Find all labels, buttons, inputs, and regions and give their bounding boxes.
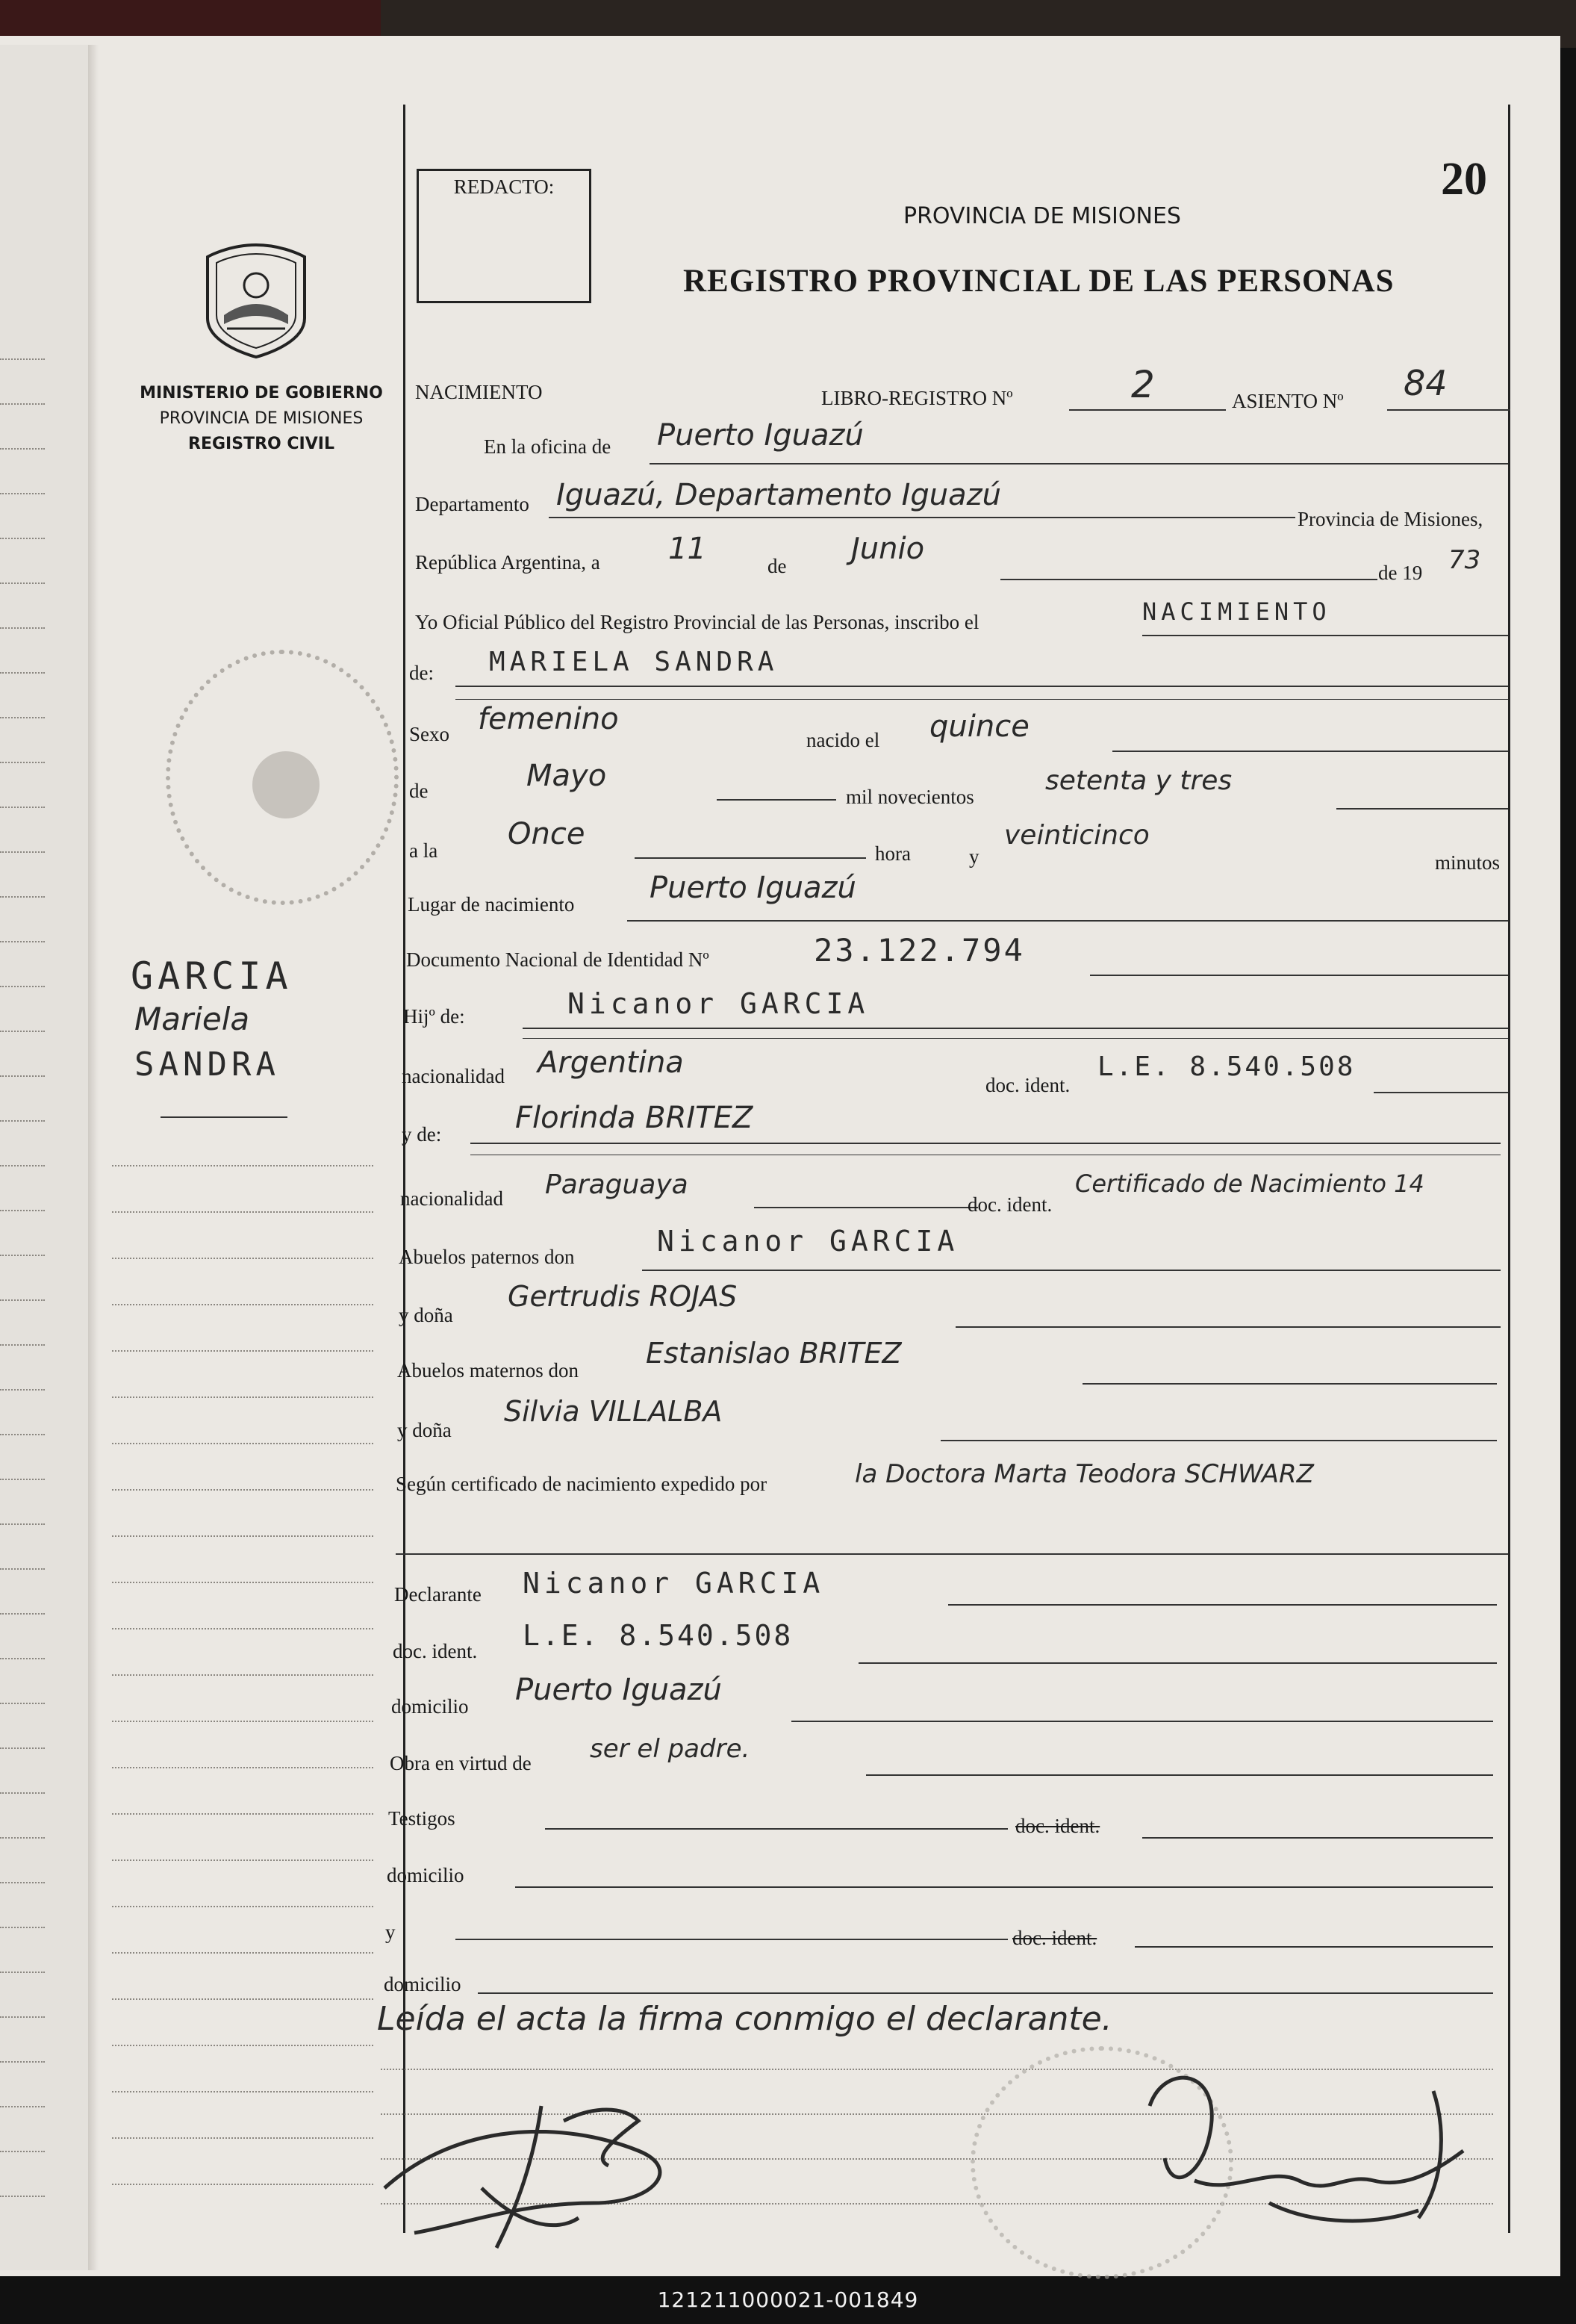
ministry-line2: PROVINCIA DE MISIONES: [159, 409, 364, 428]
mes-nac-line: [717, 799, 836, 801]
facing-page-dotted-line: [0, 582, 45, 584]
facing-page-dotted-line: [0, 1882, 45, 1883]
facing-page-dotted-line: [0, 1747, 45, 1749]
margin-underline: [161, 1116, 287, 1118]
facing-page-dotted-line: [0, 1299, 45, 1301]
y2-line: [455, 1939, 1008, 1940]
facing-page-dotted-line: [0, 1075, 45, 1077]
facing-page-dotted-line: [0, 672, 45, 674]
facing-page-dotted-line: [0, 1613, 45, 1615]
segun-label: Según certificado de nacimiento expedido por: [396, 1473, 767, 1495]
libro-value: 2: [1131, 363, 1155, 406]
sexo-label: Sexo: [409, 723, 449, 745]
facing-page-dotted-line: [0, 2016, 45, 2018]
docident2-value: Certificado de Nacimiento 14: [1075, 1169, 1424, 1198]
oficina-label: En la oficina de: [484, 435, 611, 458]
nacido-line: [1112, 751, 1508, 752]
margin-dotted-line: [112, 1211, 373, 1213]
margin-dotted-line: [112, 1258, 373, 1259]
facing-page-dotted-line: [0, 1031, 45, 1032]
lugar-line: [627, 920, 1508, 922]
document-id-bar: 121211000021-001849: [0, 2279, 1576, 2324]
facing-page-dotted-line: [0, 1658, 45, 1659]
padre-line-2: [523, 1038, 1508, 1039]
margin-dotted-line: [112, 1952, 373, 1954]
dni-label: Documento Nacional de Identidad Nº: [406, 948, 709, 971]
segun-value: la Doctora Marta Teodora SCHWARZ: [855, 1459, 1314, 1489]
libro-line: [1069, 409, 1226, 411]
facing-page-dotted-line: [0, 1927, 45, 1928]
domicilio1-value: Puerto Iguazú: [515, 1673, 722, 1707]
ab-pat-dona-line: [956, 1326, 1501, 1328]
anio-prefix: de 19: [1378, 562, 1423, 584]
asiento-line: [1387, 409, 1510, 411]
ydona2-label: y doña: [397, 1419, 452, 1441]
yde-label: y de:: [402, 1123, 442, 1146]
facing-page-dotted-line: [0, 1255, 45, 1256]
facing-page-dotted-line: [0, 896, 45, 898]
facing-page-dotted-line: [0, 403, 45, 405]
domicilio2-line: [515, 1886, 1493, 1888]
obra-line: [866, 1774, 1493, 1776]
header-province: PROVINCIA DE MISIONES: [903, 203, 1181, 229]
facing-page-dotted-line: [0, 717, 45, 718]
margin-dotted-line: [112, 1767, 373, 1768]
ab-pat-label: Abuelos paternos don: [399, 1246, 575, 1268]
facing-page-dotted-line: [0, 1434, 45, 1435]
nac1-value: Argentina: [538, 1046, 684, 1080]
facing-page-dotted-line: [0, 1837, 45, 1839]
domicilio3-line: [478, 1992, 1493, 1994]
lugar-label: Lugar de nacimiento: [408, 893, 575, 916]
docident4-line: [1142, 1837, 1493, 1839]
facing-page-dotted-line: [0, 1479, 45, 1480]
facing-page-dotted-line: [0, 1792, 45, 1794]
margin-dotted-line: [112, 1489, 373, 1491]
docident3-value: L.E. 8.540.508: [523, 1619, 794, 1652]
declarante-value: Nicanor GARCIA: [523, 1567, 825, 1600]
facing-page-dotted-line: [0, 358, 45, 360]
departamento-line: [549, 517, 1295, 518]
obra-value: ser el padre.: [590, 1734, 750, 1764]
ministry-line3: REGISTRO CIVIL: [188, 435, 334, 453]
nombre-value: MARIELA SANDRA: [489, 647, 779, 677]
provincia-label: Provincia de Misiones,: [1298, 508, 1483, 530]
redacto-box: [417, 169, 591, 303]
dia-value: 11: [668, 532, 706, 566]
oficina-value: Puerto Iguazú: [657, 418, 864, 453]
margin-dotted-line: [112, 2184, 373, 2185]
ab-pat-dona-value: Gertrudis ROJAS: [508, 1280, 738, 1313]
form-right-border: [1508, 105, 1510, 2233]
margin-name1: Mariela: [134, 1001, 250, 1037]
official-stamp-left: [166, 650, 399, 905]
facing-page-dotted-line: [0, 1344, 45, 1346]
docident3-label: doc. ident.: [393, 1640, 478, 1662]
facing-page-dotted-line: [0, 1389, 45, 1391]
facing-page-dotted-line: [0, 1120, 45, 1122]
declarant-signature: [370, 2076, 788, 2255]
nacido-value: quince: [929, 709, 1030, 744]
provincial-emblem: [202, 240, 311, 361]
header-registry: REGISTRO PROVINCIAL DE LAS PERSONAS: [683, 264, 1395, 299]
y2-label: y: [385, 1921, 396, 1943]
margin-dotted-line: [112, 1628, 373, 1629]
docident1-value: L.E. 8.540.508: [1097, 1051, 1356, 1082]
hora-value: Once: [508, 817, 585, 851]
ab-mat-dona-line: [941, 1440, 1497, 1441]
domicilio2-label: domicilio: [387, 1864, 464, 1886]
nacimiento-label: NACIMIENTO: [415, 381, 543, 403]
anio-nac-line: [1336, 808, 1508, 810]
margin-dotted-line: [112, 1721, 373, 1722]
facing-page-dotted-line: [0, 627, 45, 629]
mes-nac-value: Mayo: [526, 759, 607, 793]
facing-page-dotted-line: [0, 2106, 45, 2107]
domicilio1-line: [791, 1721, 1493, 1722]
sexo-value: femenino: [478, 702, 619, 736]
margin-name2: SANDRA: [134, 1046, 280, 1084]
margin-dotted-line: [112, 1813, 373, 1815]
oficina-line: [650, 463, 1508, 465]
y-label: y: [969, 845, 979, 868]
docident5-label: doc. ident.: [1012, 1927, 1097, 1949]
nombre-line-2: [455, 699, 1508, 700]
margin-dotted-line: [112, 1998, 373, 2000]
asiento-label: ASIENTO Nº: [1232, 390, 1344, 412]
facing-page-dotted-line: [0, 1568, 45, 1570]
docident5-line: [1135, 1946, 1493, 1948]
padre-line: [523, 1028, 1508, 1029]
form-left-border: [403, 105, 405, 2233]
declarante-line: [948, 1604, 1497, 1606]
facing-page-dotted-line: [0, 448, 45, 450]
yo-oficial-value: NACIMIENTO: [1142, 597, 1331, 626]
ab-pat-value: Nicanor GARCIA: [657, 1225, 959, 1258]
facing-page-dotted-line: [0, 2196, 45, 2197]
minutos-value: veinticinco: [1004, 820, 1150, 851]
facing-page-dotted-line: [0, 986, 45, 987]
margin-surname: GARCIA: [131, 954, 293, 998]
ab-pat-line: [642, 1270, 1501, 1271]
mil-label: mil novecientos: [846, 786, 974, 808]
ala-label: a la: [409, 839, 438, 862]
nacido-label: nacido el: [806, 729, 880, 751]
register-page: [0, 36, 1560, 2276]
docident4-label: doc. ident.: [1015, 1815, 1100, 1837]
margin-dotted-line: [112, 1535, 373, 1537]
nac2-label: nacionalidad: [400, 1187, 503, 1210]
facing-page-dotted-line: [0, 1523, 45, 1525]
ydona1-label: y doña: [399, 1304, 453, 1326]
departamento-value: Iguazú, Departamento Iguazú: [556, 478, 1001, 512]
margin-dotted-line: [112, 1304, 373, 1305]
book-binding: [88, 45, 99, 2270]
hora-line: [635, 857, 866, 859]
docident1-line: [1374, 1092, 1508, 1093]
testigos-line: [545, 1828, 1008, 1830]
facing-page-dotted-line: [0, 2151, 45, 2152]
facing-page-dotted-line: [0, 538, 45, 539]
margin-dotted-line: [112, 1582, 373, 1583]
yo-oficial-line: [1142, 635, 1508, 636]
hijo-label: Hijº de:: [403, 1005, 465, 1028]
anio-value: 73: [1448, 545, 1481, 575]
domicilio3-label: domicilio: [384, 1973, 461, 1995]
docident1-label: doc. ident.: [985, 1074, 1071, 1096]
margin-dotted-line: [112, 1906, 373, 1907]
nombre-line: [455, 686, 1508, 687]
asiento-value: 84: [1404, 363, 1448, 403]
dni-value: 23.122.794: [814, 932, 1025, 969]
de-nombre-label: de:: [409, 662, 434, 684]
ab-mat-line: [1083, 1383, 1497, 1385]
mes-value: Junio: [851, 532, 925, 566]
padre-value: Nicanor GARCIA: [567, 987, 870, 1020]
docident3-line: [859, 1662, 1497, 1664]
facing-page-dotted-line: [0, 941, 45, 942]
de-label: de: [767, 555, 787, 577]
facing-page-dotted-line: [0, 807, 45, 808]
facing-page-dotted-line: [0, 1972, 45, 1973]
page-number: 20: [1441, 154, 1487, 205]
margin-dotted-line: [112, 2137, 373, 2139]
hora-label: hora: [875, 842, 911, 865]
departamento-label: Departamento: [415, 493, 529, 515]
libro-label: LIBRO-REGISTRO Nº: [821, 387, 1013, 409]
nac2-value: Paraguaya: [545, 1169, 688, 1200]
ministry-line1: MINISTERIO DE GOBIERNO: [140, 384, 383, 403]
minutos-label: minutos: [1435, 851, 1501, 874]
dni-line: [1090, 975, 1508, 976]
republica-label: República Argentina, a: [415, 551, 600, 574]
segun-line: [396, 1553, 1508, 1555]
yo-oficial-label: Yo Oficial Público del Registro Provincial de las Personas, inscribo el: [415, 611, 979, 633]
facing-page-dotted-line: [0, 2061, 45, 2063]
de2-label: de: [409, 780, 429, 802]
margin-dotted-line: [112, 1396, 373, 1398]
docident2-label: doc. ident.: [968, 1193, 1053, 1216]
mes-line: [1000, 579, 1377, 580]
margin-dotted-line: [112, 1165, 373, 1166]
lugar-value: Puerto Iguazú: [650, 871, 856, 905]
leida-note: Leída el acta la firma conmigo el declarante.: [377, 2000, 1112, 2038]
margin-dotted-line: [112, 1443, 373, 1444]
domicilio1-label: domicilio: [391, 1695, 469, 1718]
ab-mat-dona-value: Silvia VILLALBA: [504, 1395, 723, 1428]
margin-dotted-line: [112, 1859, 373, 1861]
margin-dotted-line: [112, 2045, 373, 2046]
facing-page-dotted-line: [0, 1210, 45, 1211]
facing-page-edge: [0, 45, 90, 2270]
margin-dotted-line: [112, 2091, 373, 2092]
obra-label: Obra en virtud de: [390, 1752, 532, 1774]
ab-mat-value: Estanislao BRITEZ: [646, 1337, 902, 1370]
margin-dotted-line: [112, 1674, 373, 1676]
facing-page-dotted-line: [0, 851, 45, 853]
facing-page-dotted-line: [0, 1703, 45, 1704]
madre-value: Florinda BRITEZ: [515, 1101, 753, 1135]
margin-dotted-line: [112, 1350, 373, 1352]
nac2-line: [754, 1207, 978, 1208]
redacto-label: REDACTO:: [453, 175, 555, 198]
facing-page-dotted-line: [0, 1165, 45, 1166]
anio-nac-value: setenta y tres: [1045, 765, 1233, 796]
facing-page-dotted-line: [0, 762, 45, 763]
nac1-label: nacionalidad: [402, 1065, 505, 1087]
ab-mat-label: Abuelos maternos don: [397, 1359, 579, 1382]
declarante-label: Declarante: [394, 1583, 482, 1606]
testigos-label: Testigos: [388, 1807, 455, 1830]
ministry-block: [127, 381, 396, 457]
officer-signature: [1120, 2046, 1508, 2240]
madre-line: [470, 1143, 1501, 1144]
facing-page-dotted-line: [0, 493, 45, 494]
